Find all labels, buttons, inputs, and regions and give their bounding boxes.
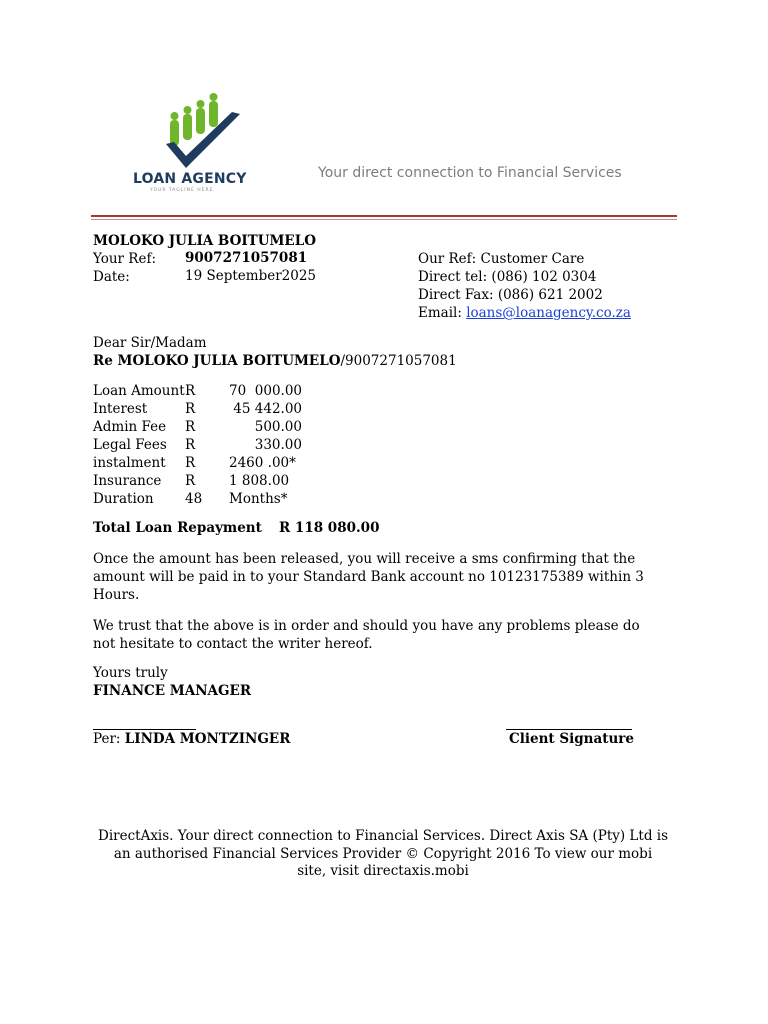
email-label: Email: (418, 305, 467, 321)
closing: Yours truly (93, 665, 168, 681)
header-divider (91, 215, 677, 217)
loan-detail-currency: R (185, 419, 196, 435)
loan-detail-row (93, 473, 313, 491)
re-line-name: Re MOLOKO JULIA BOITUMELO (93, 353, 341, 369)
loan-detail-label: Duration (93, 491, 154, 507)
header-tagline: Your direct connection to Financial Services (318, 165, 622, 181)
client-signature-label: Client Signature (509, 731, 634, 747)
loan-detail-row (93, 437, 313, 455)
signatory-title: FINANCE MANAGER (93, 683, 252, 699)
loan-detail-row (93, 491, 313, 509)
loan-detail-value: 45 442.00 (229, 401, 302, 417)
loan-detail-value: 70 000.00 (229, 383, 302, 399)
trust-paragraph: We trust that the above is in order and should you have any problems please do not hesitate to contact the writer hereof. (93, 618, 640, 652)
total-label: Total Loan Repayment (93, 520, 262, 536)
date-value: 19 September2025 (185, 268, 317, 284)
header-divider-thin (91, 219, 677, 220)
loan-detail-currency: R (185, 401, 196, 417)
loan-detail-row (93, 455, 313, 473)
direct-fax: Direct Fax: (086) 621 2002 (418, 287, 603, 303)
re-line (93, 353, 457, 369)
re-line-ref: /9007271057081 (340, 353, 457, 369)
loan-detail-row (93, 419, 313, 437)
loan-detail-currency: R (185, 473, 196, 489)
our-ref: Our Ref: Customer Care (418, 251, 585, 267)
loan-detail-row (93, 401, 313, 419)
client-signature-line (506, 729, 632, 730)
total-value: R 118 080.00 (279, 520, 380, 536)
manager-signature-line (93, 729, 196, 730)
email-line (418, 305, 631, 321)
loan-detail-row (93, 383, 313, 401)
loan-detail-value: 330.00 (229, 437, 302, 453)
loan-detail-value: 1 808.00 (229, 473, 290, 489)
your-ref-value: 9007271057081 (185, 250, 308, 266)
logo-text: LOAN AGENCY (133, 171, 247, 187)
loan-detail-label: Interest (93, 401, 148, 417)
email-link[interactable]: loans@loanagency.co.za (466, 305, 631, 321)
loan-detail-label: Loan Amount (93, 383, 185, 399)
footer-disclaimer: DirectAxis. Your direct connection to Financial Services. Direct Axis SA (Pty) Ltd is an authorised Financial Services Provider © Copyright 2016 To view our mobi site, visit directaxis.mobi (98, 828, 669, 879)
loan-detail-value: 500.00 (229, 419, 302, 435)
release-paragraph: Once the amount has been released, you will receive a sms confirming that the amount will be paid in to your Standard Bank account no 10123175389 within 3 Hours. (93, 551, 644, 603)
loan-detail-label: Admin Fee (93, 419, 167, 435)
per-label: Per: (93, 731, 125, 747)
loan-detail-label: Insurance (93, 473, 162, 489)
loan-detail-label: instalment (93, 455, 166, 471)
salutation: Dear Sir/Madam (93, 335, 207, 351)
loan-detail-currency: R (185, 437, 196, 453)
direct-tel: Direct tel: (086) 102 0304 (418, 269, 597, 285)
date-label: Date: (93, 269, 130, 285)
loan-detail-currency: R (185, 455, 196, 471)
per-name: LINDA MONTZINGER (124, 731, 291, 747)
recipient-name: MOLOKO JULIA BOITUMELO (93, 233, 316, 249)
loan-detail-currency: R (185, 383, 196, 399)
loan-detail-label: Legal Fees (93, 437, 167, 453)
your-ref-label: Your Ref: (93, 251, 157, 267)
loan-detail-value: 2460 .00* (229, 455, 296, 471)
logo-small-tagline: YOUR TAGLINE HERE (150, 188, 214, 193)
loan-detail-currency: 48 (185, 491, 203, 507)
per-line (93, 731, 290, 747)
loan-detail-value: Months* (229, 491, 288, 507)
